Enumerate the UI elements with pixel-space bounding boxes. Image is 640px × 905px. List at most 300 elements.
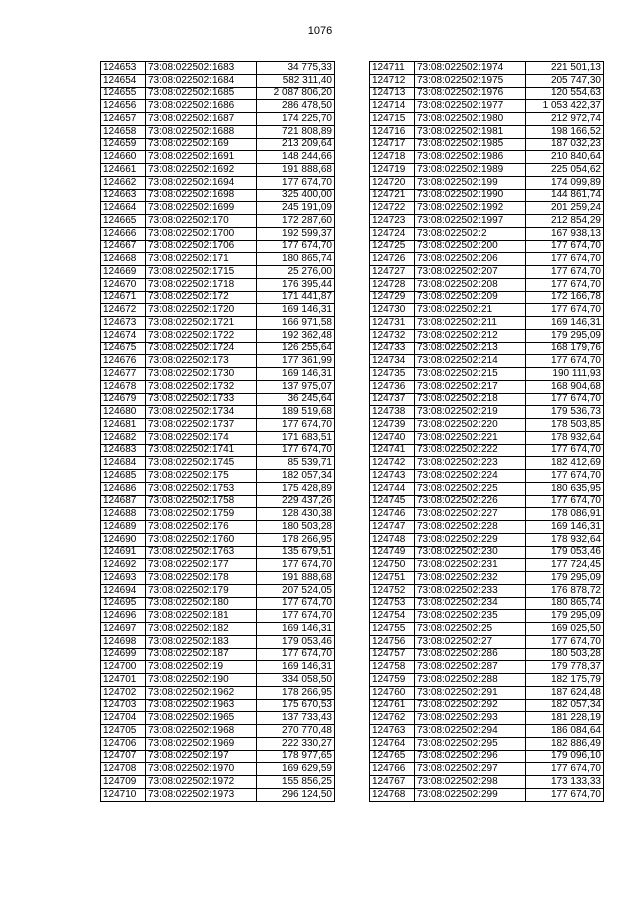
row-number-cell: 124736 <box>370 380 415 393</box>
cadastral-number-cell: 73:08:022502:1715 <box>146 266 257 279</box>
table-row <box>370 584 604 597</box>
table-row <box>370 278 604 291</box>
row-number-cell: 124697 <box>101 623 146 636</box>
value-cell: 148 244,66 <box>257 151 335 164</box>
value-cell: 171 683,51 <box>257 431 335 444</box>
value-cell: 172 287,60 <box>257 215 335 228</box>
cadastral-number-cell: 73:08:022502:1965 <box>146 712 257 725</box>
value-cell: 85 539,71 <box>257 457 335 470</box>
table-row <box>101 317 335 330</box>
table-row <box>370 572 604 585</box>
row-number-cell: 124758 <box>370 661 415 674</box>
table-row <box>370 623 604 636</box>
table-row <box>101 635 335 648</box>
row-number-cell: 124686 <box>101 482 146 495</box>
value-cell: 177 361,99 <box>257 355 335 368</box>
cadastral-number-cell: 73:08:022502:211 <box>415 317 526 330</box>
table-row <box>370 431 604 444</box>
table-row <box>370 495 604 508</box>
row-number-cell: 124733 <box>370 342 415 355</box>
row-number-cell: 124654 <box>101 74 146 87</box>
value-cell: 179 053,46 <box>257 635 335 648</box>
table-row <box>101 584 335 597</box>
table-row <box>101 202 335 215</box>
table-row <box>370 342 604 355</box>
value-cell: 192 362,48 <box>257 329 335 342</box>
cadastral-number-cell: 73:08:022502:1985 <box>415 138 526 151</box>
cadastral-number-cell: 73:08:022502:226 <box>415 495 526 508</box>
table-row <box>101 444 335 457</box>
row-number-cell: 124735 <box>370 368 415 381</box>
value-cell: 137 975,07 <box>257 380 335 393</box>
value-cell: 167 938,13 <box>526 227 604 240</box>
row-number-cell: 124670 <box>101 278 146 291</box>
cadastral-number-cell: 73:08:022502:235 <box>415 610 526 623</box>
cadastral-number-cell: 73:08:022502:25 <box>415 623 526 636</box>
cadastral-number-cell: 73:08:022502:1685 <box>146 87 257 100</box>
value-cell: 36 245,64 <box>257 393 335 406</box>
row-number-cell: 124672 <box>101 304 146 317</box>
row-number-cell: 124712 <box>370 74 415 87</box>
row-number-cell: 124721 <box>370 189 415 202</box>
cadastral-number-cell: 73:08:022502:1720 <box>146 304 257 317</box>
table-row <box>370 699 604 712</box>
row-number-cell: 124739 <box>370 419 415 432</box>
cadastral-number-cell: 73:08:022502:21 <box>415 304 526 317</box>
cadastral-number-cell: 73:08:022502:1694 <box>146 176 257 189</box>
table-row <box>101 355 335 368</box>
cadastral-number-cell: 73:08:022502:187 <box>146 648 257 661</box>
cadastral-number-cell: 73:08:022502:1990 <box>415 189 526 202</box>
row-number-cell: 124726 <box>370 253 415 266</box>
row-number-cell: 124703 <box>101 699 146 712</box>
table-row <box>370 635 604 648</box>
value-cell: 177 674,70 <box>526 240 604 253</box>
row-number-cell: 124754 <box>370 610 415 623</box>
table-row <box>370 176 604 189</box>
value-cell: 169 146,31 <box>257 661 335 674</box>
row-number-cell: 124693 <box>101 572 146 585</box>
row-number-cell: 124718 <box>370 151 415 164</box>
row-number-cell: 124661 <box>101 164 146 177</box>
cadastral-number-cell: 73:08:022502:170 <box>146 215 257 228</box>
cadastral-number-cell: 73:08:022502:1687 <box>146 113 257 126</box>
value-cell: 169 146,31 <box>257 304 335 317</box>
value-cell: 177 674,70 <box>526 266 604 279</box>
page-number: 1076 <box>307 25 333 37</box>
cadastral-number-cell: 73:08:022502:1732 <box>146 380 257 393</box>
row-number-cell: 124681 <box>101 419 146 432</box>
cadastral-number-cell: 73:08:022502:215 <box>415 368 526 381</box>
cadastral-number-cell: 73:08:022502:1986 <box>415 151 526 164</box>
value-cell: 222 330,27 <box>257 737 335 750</box>
cadastral-number-cell: 73:08:022502:1700 <box>146 227 257 240</box>
table-row <box>101 725 335 738</box>
row-number-cell: 124667 <box>101 240 146 253</box>
row-number-cell: 124707 <box>101 750 146 763</box>
row-number-cell: 124760 <box>370 686 415 699</box>
cadastral-number-cell: 73:08:022502:296 <box>415 750 526 763</box>
value-cell: 177 724,45 <box>526 559 604 572</box>
value-cell: 178 503,85 <box>526 419 604 432</box>
value-cell: 182 057,34 <box>257 470 335 483</box>
row-number-cell: 124715 <box>370 113 415 126</box>
row-number-cell: 124674 <box>101 329 146 342</box>
cadastral-number-cell: 73:08:022502:1686 <box>146 100 257 113</box>
value-cell: 25 276,00 <box>257 266 335 279</box>
cadastral-number-cell: 73:08:022502:220 <box>415 419 526 432</box>
value-cell: 721 808,89 <box>257 125 335 138</box>
table-row <box>101 559 335 572</box>
row-number-cell: 124699 <box>101 648 146 661</box>
table-row <box>370 317 604 330</box>
row-number-cell: 124719 <box>370 164 415 177</box>
value-cell: 137 733,43 <box>257 712 335 725</box>
cadastral-number-cell: 73:08:022502:1763 <box>146 546 257 559</box>
table-row <box>370 393 604 406</box>
row-number-cell: 124705 <box>101 725 146 738</box>
cadastral-number-cell: 73:08:022502:197 <box>146 750 257 763</box>
row-number-cell: 124657 <box>101 113 146 126</box>
value-cell: 180 865,74 <box>526 597 604 610</box>
cadastral-number-cell: 73:08:022502:171 <box>146 253 257 266</box>
cadastral-number-cell: 73:08:022502:291 <box>415 686 526 699</box>
table-row <box>101 62 335 75</box>
cadastral-number-cell: 73:08:022502:288 <box>415 674 526 687</box>
row-number-cell: 124704 <box>101 712 146 725</box>
cadastral-number-cell: 73:08:022502:228 <box>415 521 526 534</box>
value-cell: 180 503,28 <box>257 521 335 534</box>
row-number-cell: 124724 <box>370 227 415 240</box>
row-number-cell: 124740 <box>370 431 415 444</box>
row-number-cell: 124732 <box>370 329 415 342</box>
table-row <box>101 482 335 495</box>
row-number-cell: 124658 <box>101 125 146 138</box>
row-number-cell: 124659 <box>101 138 146 151</box>
table-row <box>101 533 335 546</box>
table-row <box>101 610 335 623</box>
value-cell: 229 437,26 <box>257 495 335 508</box>
cadastral-number-cell: 73:08:022502:172 <box>146 291 257 304</box>
table-row <box>370 62 604 75</box>
row-number-cell: 124655 <box>101 87 146 100</box>
value-cell: 178 932,64 <box>526 533 604 546</box>
row-number-cell: 124671 <box>101 291 146 304</box>
table-row <box>101 215 335 228</box>
value-cell: 182 057,34 <box>526 699 604 712</box>
cadastral-number-cell: 73:08:022502:208 <box>415 278 526 291</box>
cadastral-number-cell: 73:08:022502:213 <box>415 342 526 355</box>
cadastral-number-cell: 73:08:022502:1721 <box>146 317 257 330</box>
row-number-cell: 124723 <box>370 215 415 228</box>
cadastral-number-cell: 73:08:022502:1974 <box>415 62 526 75</box>
value-cell: 2 087 806,20 <box>257 87 335 100</box>
row-number-cell: 124747 <box>370 521 415 534</box>
table-row <box>370 202 604 215</box>
cadastral-number-cell: 73:08:022502:1980 <box>415 113 526 126</box>
row-number-cell: 124714 <box>370 100 415 113</box>
cadastral-number-cell: 73:08:022502:27 <box>415 635 526 648</box>
table-row <box>370 763 604 776</box>
row-number-cell: 124728 <box>370 278 415 291</box>
value-cell: 179 295,09 <box>526 610 604 623</box>
row-number-cell: 124684 <box>101 457 146 470</box>
cadastral-number-cell: 73:08:022502:182 <box>146 623 257 636</box>
row-number-cell: 124725 <box>370 240 415 253</box>
value-cell: 205 747,30 <box>526 74 604 87</box>
cadastral-number-cell: 73:08:022502:219 <box>415 406 526 419</box>
value-cell: 135 679,51 <box>257 546 335 559</box>
cadastral-number-cell: 73:08:022502:1688 <box>146 125 257 138</box>
cadastral-number-cell: 73:08:022502:183 <box>146 635 257 648</box>
row-number-cell: 124692 <box>101 559 146 572</box>
table-row <box>101 138 335 151</box>
row-number-cell: 124653 <box>101 62 146 75</box>
table-row <box>101 521 335 534</box>
cadastral-number-cell: 73:08:022502:1981 <box>415 125 526 138</box>
table-row <box>370 457 604 470</box>
table-row <box>370 648 604 661</box>
table-row <box>101 648 335 661</box>
row-number-cell: 124682 <box>101 431 146 444</box>
row-number-cell: 124742 <box>370 457 415 470</box>
value-cell: 177 674,70 <box>526 635 604 648</box>
table-row <box>370 712 604 725</box>
row-number-cell: 124663 <box>101 189 146 202</box>
table-row <box>370 533 604 546</box>
value-cell: 221 501,13 <box>526 62 604 75</box>
table-row <box>370 240 604 253</box>
table-row <box>370 151 604 164</box>
cadastral-number-cell: 73:08:022502:214 <box>415 355 526 368</box>
row-number-cell: 124716 <box>370 125 415 138</box>
value-cell: 128 430,38 <box>257 508 335 521</box>
cadastral-number-cell: 73:08:022502:292 <box>415 699 526 712</box>
row-number-cell: 124751 <box>370 572 415 585</box>
row-number-cell: 124743 <box>370 470 415 483</box>
cadastral-number-cell: 73:08:022502:1730 <box>146 368 257 381</box>
value-cell: 178 932,64 <box>526 431 604 444</box>
value-cell: 213 209,64 <box>257 138 335 151</box>
table-row <box>370 661 604 674</box>
value-cell: 171 441,87 <box>257 291 335 304</box>
cadastral-number-cell: 73:08:022502:19 <box>146 661 257 674</box>
table-row <box>370 546 604 559</box>
cadastral-number-cell: 73:08:022502:233 <box>415 584 526 597</box>
value-cell: 177 674,70 <box>257 610 335 623</box>
row-number-cell: 124761 <box>370 699 415 712</box>
row-number-cell: 124708 <box>101 763 146 776</box>
value-cell: 210 840,64 <box>526 151 604 164</box>
row-number-cell: 124768 <box>370 788 415 801</box>
row-number-cell: 124757 <box>370 648 415 661</box>
table-row <box>101 151 335 164</box>
table-row <box>101 342 335 355</box>
value-cell: 177 674,70 <box>526 393 604 406</box>
table-row <box>101 240 335 253</box>
table-row <box>370 291 604 304</box>
cadastral-number-cell: 73:08:022502:1753 <box>146 482 257 495</box>
cadastral-number-cell: 73:08:022502:177 <box>146 559 257 572</box>
table-row <box>370 227 604 240</box>
table-row <box>370 304 604 317</box>
table-row <box>370 750 604 763</box>
cadastral-number-cell: 73:08:022502:174 <box>146 431 257 444</box>
value-cell: 187 624,48 <box>526 686 604 699</box>
table-row <box>370 164 604 177</box>
table-row <box>370 521 604 534</box>
row-number-cell: 124711 <box>370 62 415 75</box>
cadastral-number-cell: 73:08:022502:1997 <box>415 215 526 228</box>
cadastral-number-cell: 73:08:022502:1759 <box>146 508 257 521</box>
cadastral-number-cell: 73:08:022502:1968 <box>146 725 257 738</box>
cadastral-number-cell: 73:08:022502:224 <box>415 470 526 483</box>
table-row <box>101 176 335 189</box>
table-row <box>101 125 335 138</box>
row-number-cell: 124691 <box>101 546 146 559</box>
row-number-cell: 124741 <box>370 444 415 457</box>
right-table <box>369 61 604 802</box>
cadastral-number-cell: 73:08:022502:293 <box>415 712 526 725</box>
row-number-cell: 124679 <box>101 393 146 406</box>
row-number-cell: 124752 <box>370 584 415 597</box>
value-cell: 177 674,70 <box>526 444 604 457</box>
cadastral-number-cell: 73:08:022502:297 <box>415 763 526 776</box>
value-cell: 179 536,73 <box>526 406 604 419</box>
value-cell: 179 295,09 <box>526 329 604 342</box>
value-cell: 169 025,50 <box>526 623 604 636</box>
table-row <box>370 74 604 87</box>
cadastral-number-cell: 73:08:022502:223 <box>415 457 526 470</box>
cadastral-number-cell: 73:08:022502:199 <box>415 176 526 189</box>
table-row <box>370 610 604 623</box>
cadastral-number-cell: 73:08:022502:221 <box>415 431 526 444</box>
value-cell: 191 888,68 <box>257 164 335 177</box>
cadastral-number-cell: 73:08:022502:227 <box>415 508 526 521</box>
cadastral-number-cell: 73:08:022502:1733 <box>146 393 257 406</box>
table-row <box>370 597 604 610</box>
table-row <box>370 482 604 495</box>
value-cell: 126 255,64 <box>257 342 335 355</box>
row-number-cell: 124664 <box>101 202 146 215</box>
value-cell: 176 395,44 <box>257 278 335 291</box>
cadastral-number-cell: 73:08:022502:231 <box>415 559 526 572</box>
cadastral-number-cell: 73:08:022502:1962 <box>146 686 257 699</box>
row-number-cell: 124759 <box>370 674 415 687</box>
table-row <box>370 87 604 100</box>
table-row <box>101 189 335 202</box>
row-number-cell: 124738 <box>370 406 415 419</box>
value-cell: 325 400,00 <box>257 189 335 202</box>
cadastral-number-cell: 73:08:022502:169 <box>146 138 257 151</box>
table-row <box>370 470 604 483</box>
row-number-cell: 124744 <box>370 482 415 495</box>
value-cell: 177 674,70 <box>257 444 335 457</box>
value-cell: 173 133,33 <box>526 776 604 789</box>
table-row <box>101 763 335 776</box>
table-row <box>101 227 335 240</box>
value-cell: 179 053,46 <box>526 546 604 559</box>
value-cell: 177 674,70 <box>257 176 335 189</box>
table-row <box>370 329 604 342</box>
table-row <box>101 623 335 636</box>
row-number-cell: 124750 <box>370 559 415 572</box>
row-number-cell: 124666 <box>101 227 146 240</box>
cadastral-number-cell: 73:08:022502:1683 <box>146 62 257 75</box>
row-number-cell: 124685 <box>101 470 146 483</box>
value-cell: 176 878,72 <box>526 584 604 597</box>
value-cell: 180 865,74 <box>257 253 335 266</box>
row-number-cell: 124683 <box>101 444 146 457</box>
cadastral-number-cell: 73:08:022502:1745 <box>146 457 257 470</box>
table-row <box>370 737 604 750</box>
table-row <box>370 406 604 419</box>
cadastral-number-cell: 73:08:022502:1737 <box>146 419 257 432</box>
row-number-cell: 124722 <box>370 202 415 215</box>
row-number-cell: 124662 <box>101 176 146 189</box>
row-number-cell: 124676 <box>101 355 146 368</box>
value-cell: 180 503,28 <box>526 648 604 661</box>
table-row <box>101 164 335 177</box>
cadastral-number-cell: 73:08:022502:1989 <box>415 164 526 177</box>
value-cell: 182 412,69 <box>526 457 604 470</box>
value-cell: 178 086,91 <box>526 508 604 521</box>
row-number-cell: 124678 <box>101 380 146 393</box>
table-row <box>101 368 335 381</box>
table-row <box>101 113 335 126</box>
table-row <box>370 725 604 738</box>
value-cell: 286 478,50 <box>257 100 335 113</box>
table-row <box>101 750 335 763</box>
table-row <box>101 508 335 521</box>
table-row <box>101 674 335 687</box>
cadastral-number-cell: 73:08:022502:209 <box>415 291 526 304</box>
cadastral-number-cell: 73:08:022502:1724 <box>146 342 257 355</box>
row-number-cell: 124688 <box>101 508 146 521</box>
table-row <box>101 419 335 432</box>
cadastral-number-cell: 73:08:022502:225 <box>415 482 526 495</box>
cadastral-number-cell: 73:08:022502:1760 <box>146 533 257 546</box>
row-number-cell: 124764 <box>370 737 415 750</box>
value-cell: 212 854,29 <box>526 215 604 228</box>
value-cell: 177 674,70 <box>257 597 335 610</box>
table-row <box>101 266 335 279</box>
value-cell: 120 554,63 <box>526 87 604 100</box>
left-table <box>100 61 335 802</box>
value-cell: 182 886,49 <box>526 737 604 750</box>
row-number-cell: 124689 <box>101 521 146 534</box>
row-number-cell: 124737 <box>370 393 415 406</box>
value-cell: 582 311,40 <box>257 74 335 87</box>
value-cell: 186 084,64 <box>526 725 604 738</box>
value-cell: 178 266,95 <box>257 686 335 699</box>
table-row <box>101 406 335 419</box>
cadastral-number-cell: 73:08:022502:1684 <box>146 74 257 87</box>
cadastral-number-cell: 73:08:022502:179 <box>146 584 257 597</box>
cadastral-number-cell: 73:08:022502:232 <box>415 572 526 585</box>
value-cell: 201 259,24 <box>526 202 604 215</box>
table-row <box>370 419 604 432</box>
cadastral-number-cell: 73:08:022502:1699 <box>146 202 257 215</box>
cadastral-number-cell: 73:08:022502:1706 <box>146 240 257 253</box>
cadastral-number-cell: 73:08:022502:234 <box>415 597 526 610</box>
cadastral-number-cell: 73:08:022502:287 <box>415 661 526 674</box>
table-row <box>370 138 604 151</box>
cadastral-number-cell: 73:08:022502:1963 <box>146 699 257 712</box>
value-cell: 169 146,31 <box>526 521 604 534</box>
value-cell: 212 972,74 <box>526 113 604 126</box>
cadastral-number-cell: 73:08:022502:175 <box>146 470 257 483</box>
